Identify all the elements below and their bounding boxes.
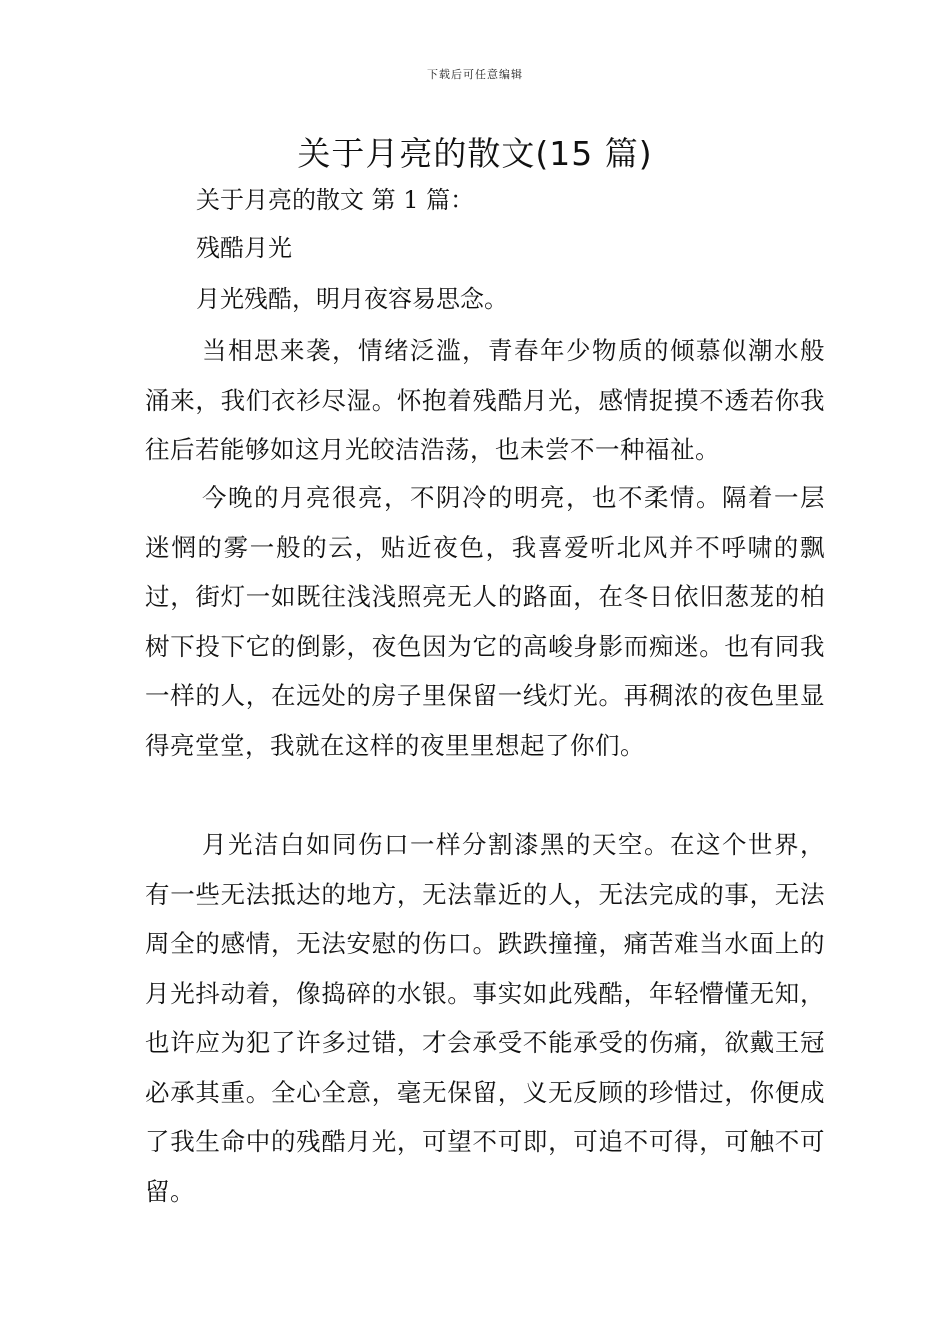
section-heading: 关于月亮的散文 第 1 篇： (196, 186, 475, 214)
paragraph-3: 月光洁白如同伤口一样分割漆黑的天空。在这个世界，有一些无法抵达的地方，无法靠近的人，无法完成的事，无法周全的感情，无法安慰的伤口。跌跌撞撞，痛苦难当水面上的月光抖动着，像捣碎的水银。事实如此残酷，年轻懵懂无知，也许应为犯了许多过错，才会承受不能承受的伤痛，欲戴王冠必承其重。全心全意，毫无保留，义无反顾的珍惜过，你便成了我生命中的残酷月光，可望不可即，可追不可得，可触不可留。 (145, 830, 825, 1206)
paragraph-2: 今晚的月亮很亮，不阴冷的明亮，也不柔情。隔着一层迷惘的雾一般的云，贴近夜色，我喜爱听北风并不呼啸的飘过，街灯一如既往浅浅照亮无人的路面，在冬日依旧葱茏的柏树下投下它的倒影，夜色因为它的高峻身影而痴迷。也有同我一样的人，在远处的房子里保留一线灯光。再稠浓的夜色里显得亮堂堂，我就在这样的夜里里想起了你们。 (145, 483, 825, 760)
paragraph-1: 当相思来袭，情绪泛滥，青春年少物质的倾慕似潮水般涌来，我们衣衫尽湿。怀抱着残酷月光，感情捉摸不透若你我往后若能够如这月光皎洁浩荡，也未尝不一种福祉。 (145, 336, 825, 464)
header-note: 下载后可任意编辑 (427, 68, 523, 81)
essay-title: 残酷月光 (196, 234, 292, 262)
document-title: 关于月亮的散文(15 篇) (297, 134, 653, 173)
intro-line: 月光残酷，明月夜容易思念。 (196, 285, 508, 313)
